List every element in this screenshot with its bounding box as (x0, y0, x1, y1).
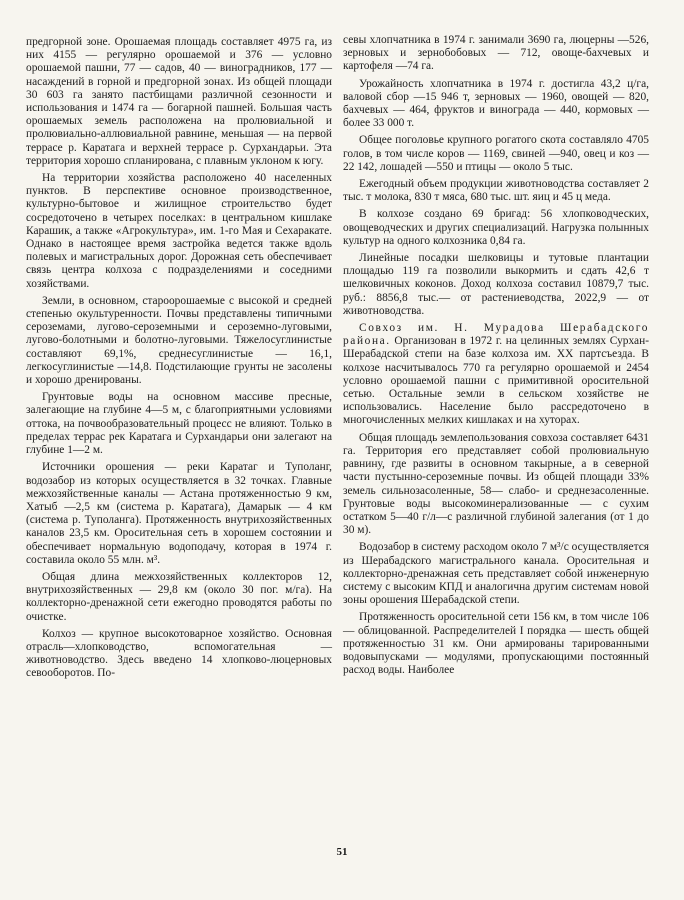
paragraph: Урожайность хлопчатника в 1974 г. достигла 43,2 ц/га, валовой сбор —15 946 т, зерновых — 1960, овощей — 820, бахчевых — 464, фруктов и винограда — 440, кормовых — более 33 000 т. (343, 77, 649, 130)
paragraph: Водозабор в систему расходом около 7 м³/с осуществляется из Шерабадского магистрального канала. Оросительная и коллекторно-дренажная сеть представляет собой инженерную систему с высоким КПД и аналогична другим системам новой зоны орошения Шерабадской степи. (343, 541, 649, 607)
sovkhoz-heading: Совхоз им. Н. Мурадова Шерабадского района. (343, 322, 649, 348)
page-number: 51 (336, 846, 348, 858)
paragraph: Линейные посадки шелковицы и тутовые плантации площадью 119 га позволили выкормить и сдать 42,6 т шелковичных коконов. Доход колхоза составил 10879,7 тыс. руб.: 8856,8 тыс.— от растениеводства, 2022,9 — от животноводства. (343, 252, 649, 317)
paragraph: предгорной зоне. Орошаемая площадь составляет 4975 га, из них 4155 — регулярно орошаемой и 376 — условно орошаемой пашни, 77 — садов, 40 — виноградников, 177 — насаждений в горной и предгорной зонах. Из общей площади 30 603 га занято пастбищами различной сезонности и использования и 1474 га — богарной пашней. Большая часть орошаемых земель расположена на пролювиальной и пролювиально-аллювиальной равнине, меньшая — на первой террасе р. Каратага и верхней террасе р. Сурхандарьи. Эта территория хорошо спланирована, с плавным уклоном к югу. (26, 36, 332, 167)
paragraph: Протяженность оросительной сети 156 км, в том числе 106 — облицованной. Распределителей I порядка — шесть общей протяженностью 31 км. Они армированы тарированными водовыпусками — модулями, пропускающими постоянный расход воды. Наиболее (343, 611, 649, 677)
paragraph: севы хлопчатника в 1974 г. занимали 3690 га, люцерны —526, зерновых и зернобобовых — 712, овоще-бахчевых и картофеля —74 га. (343, 34, 649, 73)
sovkhoz-text: Организован в 1972 г. на целинных землях Сурхан-Шерабадской степи на базе колхоза им. XX партсъезда. В колхозе насчитывалось 770 га регулярно орошаемой и 2454 условно орошаемой пашни с примитивной оросительной сетью. Остальные земли в сельском хозяйстве не использовались. Население было рассредоточено в многочисленных мелких кишлаках и на хуторах. (343, 335, 649, 427)
paragraph: Колхоз — крупное высокотоварное хозяйство. Основная отрасль—хлопководство, вспомогательная — животноводство. Здесь введено 14 хлопково-люцерновых севооборотов. По- (26, 627, 332, 680)
paragraph: Источники орошения — реки Каратаг и Туполанг, водозабор из которых осуществляется в 32 точках. Главные межхозяйственные каналы — Астана протяженностью 9 км, Хатыб —2,5 км (система р. Каратага), Дамарык — 4 км (система р. Туполанга). Протяженность внутрихозяйственных каналов 23,5 км. Оросительная сеть в хорошем состоянии и обеспечивает нормальную водоподачу, которая в 1974 г. составила около 55 млн. м³. (26, 461, 332, 566)
right-column (343, 34, 649, 677)
paragraph: Общая площадь землепользования совхоза составляет 6431 га. Территория его представляет собой пролювиальную равнину, где развиты в основном такырные, а в северной части пустынно-сероземные почвы. Из общей площади 33% земель сильнозасоленные, 58— слабо- и среднезасоленные. Грунтовые воды высокоминерализованные — с сухим остатком 5—40 г/л—с различной глубиной залегания (от 1 до 30 м). (343, 431, 649, 537)
left-column (26, 36, 332, 681)
paragraph: На территории хозяйства расположено 40 населенных пунктов. В перспективе основное производственное, культурно-бытовое и жилищное строительство будет сосредоточено в четырех поселках: в центральном кишлаке Карашик, а также «Агрокультура», им. 1-го Мая и Сехаракате. Однако в настоящее время застройка ведется также вдоль полевых и магистральных дорог. Дорожная сеть обеспечивает связь центра колхоза с подразделениями и соседними хозяйствами. (26, 172, 332, 290)
paragraph: Общее поголовье крупного рогатого скота составляло 4705 голов, в том числе коров — 1169, свиней —940, овец и коз —22 142, лошадей —550 и птицы — около 5 тыс. (343, 134, 649, 173)
paragraph: Земли, в основном, староорошаемые с высокой и средней степенью окультуренности. Почвы представлены типичными сероземами, лугово-сероземными и сероземно-луговыми, лугово-болотными и болотно-луговыми. Тяжелосуглинистые составляют 69,1%, среднесуглинистые — 16,1, легкосуглинистые —14,8. Подстилающие грунты не засолены и хорошо дренированы. (26, 294, 332, 387)
paragraph: Общая длина межхозяйственных коллекторов 12, внутрихозяйственных — 29,8 км (около 30 пог. м/га). На коллекторно-дренажной сети ежегодно проводятся работы по очистке. (26, 570, 332, 623)
paragraph: Ежегодный объем продукции животноводства составляет 2 тыс. т молока, 830 т мяса, 680 тыс. шт. яиц и 45 ц меда. (343, 178, 649, 204)
paragraph: Грунтовые воды на основном массиве пресные, залегающие на глубине 4—5 м, с благоприятными условиями оттока, на почвообразовательный процесс не влияют. Только в пределах террас рек Каратага и Сурхандарьи они залегают на глубине 1—2 м. (26, 391, 332, 457)
sovkhoz-section (343, 322, 649, 428)
paragraph: В колхозе создано 69 бригад: 56 хлопководческих, овощеводческих и других специализаций. Нагрузка полынных культур на одного колхозника 0,84 га. (343, 208, 649, 247)
